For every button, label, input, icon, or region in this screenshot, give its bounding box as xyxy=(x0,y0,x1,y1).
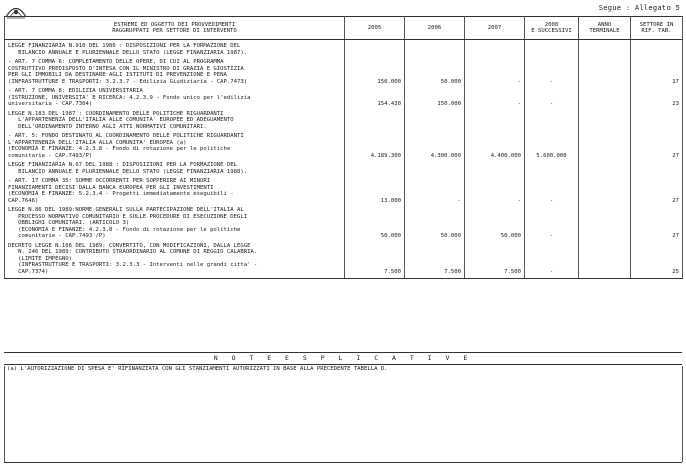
text-line: (ISTRUZIONE, UNIVERSITA' E RICERCA: 4.2.3.9 - Fondo unico per l'edilizia xyxy=(8,94,251,101)
empty-cell xyxy=(465,43,525,56)
table-header-row xyxy=(5,17,683,40)
cell-v2008: - xyxy=(525,207,579,240)
spacer-cell xyxy=(345,275,405,279)
cell-v2006: - xyxy=(405,178,465,204)
article-text xyxy=(5,59,345,85)
empty-cell xyxy=(345,162,405,175)
cell-sett: 25 xyxy=(631,243,683,276)
spacer-cell xyxy=(525,275,579,279)
empty-cell xyxy=(579,162,631,175)
law-row xyxy=(5,111,683,131)
cell-v2007: - xyxy=(465,178,525,204)
text-line: L'APPARTENENZA DELL'ITALIA ALLE COMUNITA' EUROPEE ED ADEGUAMENTO xyxy=(8,117,234,123)
law-row xyxy=(5,207,683,240)
cell-v2007: 50.000 xyxy=(465,207,525,240)
text-line: LEGGE FINANZIARIA N.910 DEL 1986 : DISPOSIZIONI PER LA FORMAZIONE DEL xyxy=(8,43,241,49)
cell-v2007: - xyxy=(465,88,525,108)
empty-cell xyxy=(631,162,683,175)
cell-term xyxy=(579,59,631,85)
article-row xyxy=(5,59,683,85)
text-line: comunitarie - CAP.7493/P) xyxy=(8,152,93,159)
text-line: (INFRASTRUTTURE E TRASPORTI: 3.2.3.7 - Edilizia Giudiziaria - CAP.7473) xyxy=(8,78,248,85)
cell-v2008: 5.600.000 xyxy=(525,133,579,159)
text-line: (ECONOMIA E FINANZE: 4.2.3.8 - Fondo di rotazione per le politiche xyxy=(8,146,231,152)
cell-sett: 27 xyxy=(631,207,683,240)
text-line: OBBLIGHI COMUNITARI. (ARTICOLO 3) xyxy=(8,220,130,226)
article-row xyxy=(5,178,683,204)
allocations-table xyxy=(4,16,683,279)
cell-v2008: - xyxy=(525,59,579,85)
law-title xyxy=(5,207,345,240)
text-line: universitaria - CAP.7304) xyxy=(8,101,93,107)
notes-title: N O T E E S P L I C A T I V E xyxy=(4,352,682,365)
cell-sett: 27 xyxy=(631,133,683,159)
cell-v2007: 7.500 xyxy=(465,243,525,276)
col-description: ESTREMI ED OGGETTO DEI PROVVEDIMENTI RAGGRUPPATI PER SETTORE DI INTERVENTO xyxy=(5,17,345,40)
article-row xyxy=(5,133,683,159)
cell-v2005: 50.000 xyxy=(345,207,405,240)
col-2008: 2008 E SUCCESSIVI xyxy=(525,17,579,40)
law-row xyxy=(5,243,683,276)
cell-v2005: 4.189.300 xyxy=(345,133,405,159)
article-text xyxy=(5,133,345,159)
article-row xyxy=(5,88,683,108)
spacer-cell xyxy=(579,275,631,279)
cell-term xyxy=(579,243,631,276)
text-line: PROCESSO NORMATIVO COMUNITARIO E SULLE PROCEDURE DI ESECUZIONE DEGLI xyxy=(8,213,248,220)
cell-v2008: - xyxy=(525,178,579,204)
cell-v2006: 50.000 xyxy=(405,59,465,85)
empty-cell xyxy=(631,111,683,131)
law-title xyxy=(5,243,345,276)
text-line: - ART. 5: FONDO DESTINATO AL COORDINAMENTO DELLE POLITICHE RIGUARDANTI xyxy=(8,133,244,139)
text-line: COSTRUTTIVO PREDISPOSTO D'INTESA CON IL MINISTRO DI GRAZIA E GIUSTIZIA xyxy=(8,65,244,72)
cell-term xyxy=(579,88,631,108)
cell-term xyxy=(579,207,631,240)
cell-v2005: 154.430 xyxy=(345,88,405,108)
empty-cell xyxy=(525,43,579,56)
text-line: LEGGE FINANZIARIA N.67 DEL 1988 : DISPOSIZIONI PER LA FORMAZIONE DEL xyxy=(8,162,238,168)
empty-cell xyxy=(579,111,631,131)
table-body xyxy=(5,40,683,279)
cell-v2008: - xyxy=(525,88,579,108)
text-line: BILANCIO ANNUALE E PLURIENNALE DELLO STATO (LEGGE FINANZIARIA 1987). xyxy=(8,49,248,56)
cell-term xyxy=(579,133,631,159)
empty-cell xyxy=(525,162,579,175)
text-line: (INFRASTRUTTURE E TRASPORTI: 3.2.3.3 - Interventi nelle grandi citta' - xyxy=(8,262,258,268)
notes-left-border xyxy=(4,366,5,462)
empty-cell xyxy=(525,111,579,131)
note-a: (a) L'AUTORIZZAZIONE DI SPESA E' RIFINANZIATA CON GLI STANZIAMENTI AUTORIZZATI IN BASE ALLA PRECEDENTE TABELLA D. xyxy=(7,366,388,372)
law-title xyxy=(5,162,345,175)
text-line: - ART. 7 COMMA 6: COMPLETAMENTO DELLE OPERE, DI CUI AL PROGRAMMA xyxy=(8,59,224,65)
empty-cell xyxy=(405,111,465,131)
law-title xyxy=(5,43,345,56)
cell-v2007: 4.400.000 xyxy=(465,133,525,159)
law-row xyxy=(5,43,683,56)
text-line: FINANZIAMENTI DECISI DALLA BANCA EUROPEA PER GLI INVESTIMENTI xyxy=(8,184,214,191)
notes-right-border xyxy=(682,366,683,462)
law-title xyxy=(5,111,345,131)
empty-cell xyxy=(631,43,683,56)
text-line: LEGGE N.183 DEL 1987 : COORDINAMENTO DELLE POLITICHE RIGUARDANTI xyxy=(8,110,224,117)
article-text xyxy=(5,178,345,204)
text-line: CAP.7646) xyxy=(8,197,39,204)
col-terminal-year: ANNO TERMINALE xyxy=(579,17,631,40)
text-line: CAP.7374) xyxy=(8,268,49,275)
cell-v2006: 50.000 xyxy=(405,207,465,240)
cell-v2006: 7.500 xyxy=(405,243,465,276)
article-text xyxy=(5,88,345,108)
col-2007: 2007 xyxy=(465,17,525,40)
text-line: PER GLI IMMOBILI DA DESTINARE AGLI ISTITUTI DI PREVENZIONE E PENA xyxy=(8,72,227,78)
empty-cell xyxy=(579,43,631,56)
bottom-rule xyxy=(4,462,682,463)
cell-v2008: - xyxy=(525,243,579,276)
text-line: DECRETO LEGGE N.166 DEL 1989: CONVERTITO, CON MODIFICAZIONI, DALLA LEGGE xyxy=(8,242,251,249)
empty-cell xyxy=(345,43,405,56)
cell-sett: 27 xyxy=(631,178,683,204)
text-line: N. 246 DEL 1989: CONTRIBUTO STRAORDINARIO AL COMUNE DI REGGIO CALABRIA. xyxy=(8,249,258,255)
spacer-cell xyxy=(631,275,683,279)
text-line: DELL'ORDINAMENTO INTERNO AGLI ATTI NORMATIVI COMUNITARI. xyxy=(8,123,207,130)
spacer-cell xyxy=(5,275,345,279)
spacer-row xyxy=(5,275,683,279)
text-line: (ECONOMIA E FINANZE: 4.2.3.8 - Fondo di rotazione per le politiche xyxy=(8,226,241,233)
empty-cell xyxy=(405,43,465,56)
text-line: (ECONOMIA E FINANZE: 5.2.3.4 - Progetti immediatamente eseguibili - xyxy=(8,191,234,197)
text-line: LEGGE N.86 DEL 1989:NORME GENERALI SULLA PARTECIPAZIONE DELL'ITALIA AL xyxy=(8,207,244,213)
text-line: - ART. 17 COMMA 35: SOMME OCCORRENTI PER SOPPERIRE AI MINORI xyxy=(8,178,211,184)
spacer-cell xyxy=(405,275,465,279)
cell-v2006: 4.300.000 xyxy=(405,133,465,159)
text-line: BILANCIO ANNUALE E PLURIENNALE DELLO STATO (LEGGE FINANZIARIA 1988). xyxy=(8,168,248,175)
empty-cell xyxy=(465,162,525,175)
law-row xyxy=(5,162,683,175)
cell-v2007: - xyxy=(465,59,525,85)
text-line: L'APPARTENENZA DELL'ITALIA ALLA COMUNITA' EUROPEA (a) xyxy=(8,139,187,146)
col-2006: 2006 xyxy=(405,17,465,40)
cell-v2005: 7.500 xyxy=(345,243,405,276)
col-2005: 2005 xyxy=(345,17,405,40)
text-line: (LIMITE IMPEGNO) xyxy=(8,255,72,262)
empty-cell xyxy=(465,111,525,131)
empty-cell xyxy=(345,111,405,131)
text-line: - ART. 7 COMMA 8: EDILIZIA UNIVERSITARIA xyxy=(8,88,143,94)
cell-term xyxy=(579,178,631,204)
empty-cell xyxy=(405,162,465,175)
text-line: comunitarie - CAP.7493 /P) xyxy=(8,233,106,239)
cell-v2006: 150.000 xyxy=(405,88,465,108)
spacer-cell xyxy=(465,275,525,279)
col-sector: SETTORE IN RIF. TAB. xyxy=(631,17,683,40)
running-header: Segue : Allegato 5 xyxy=(598,4,680,12)
cell-sett: 17 xyxy=(631,59,683,85)
cell-sett: 23 xyxy=(631,88,683,108)
cell-v2005: 150.000 xyxy=(345,59,405,85)
cell-v2005: 13.000 xyxy=(345,178,405,204)
